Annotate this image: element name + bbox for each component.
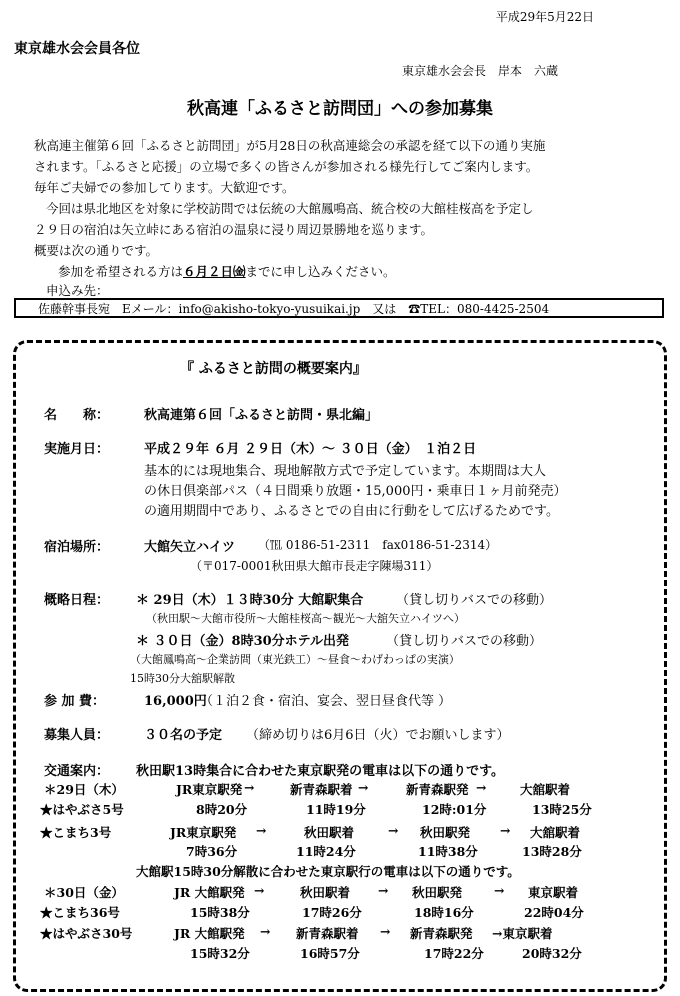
station-cell: 大舘駅着 (530, 825, 581, 840)
recruit-value: ３０名の予定 (144, 728, 223, 743)
lodging-tel: （℡ 0186-51-2311 fax0186-51-2314） (258, 538, 498, 552)
day2-schedule: ＊ ３０日（金）8時30分ホテル出発 (136, 634, 350, 649)
station-cell: 新青森駅着 (296, 926, 359, 941)
day1-route: （秋田駅～大館市役所～大館桂桜高～観光～大舘矢立ハイツへ） (146, 612, 465, 625)
arrow-icon: → (260, 924, 271, 939)
arrow-icon: → (380, 924, 391, 939)
name-value: 秋高連第６回「ふるさと訪問・県北編」 (144, 408, 379, 423)
page-title: 秋高連「ふるさと訪問団」への参加募集 (187, 99, 493, 119)
deadline-suffix: までに申し込みください。 (245, 264, 396, 279)
arrow-icon: → (378, 883, 389, 898)
time-cell: 16時57分 (300, 946, 360, 961)
intro-line: 今回は県北地区を対象に学校訪問では伝統の大館鳳鳴高、統合校の大館桂桜高を予定し (46, 201, 534, 216)
station-cell: 東京駅着 (528, 885, 579, 900)
return-intro: 大館駅15時30分解散に合わせた東京駅行の電車は以下の通りです。 (136, 864, 520, 879)
deadline-date: ６月２日㈮ (183, 264, 246, 279)
station-cell: 秋田駅発 (412, 885, 463, 900)
time-cell: 8時20分 (196, 802, 248, 817)
time-cell: 11時38分 (418, 844, 478, 859)
deadline-line (58, 262, 396, 280)
arrow-icon: → (500, 823, 511, 838)
intro-line: ２９日の宿泊は矢立峠にある宿泊の温泉に浸り周辺景勝地を巡ります。 (34, 222, 434, 237)
recipient: 東京雄水会会員各位 (14, 41, 140, 57)
train-name: ★はやぶさ30号 (40, 926, 133, 941)
deadline-prefix: 参加を希望される方は (58, 264, 184, 279)
station-cell: 秋田駅発 (420, 825, 471, 840)
train-name: ★こまち3号 (40, 825, 112, 840)
station-cell: JR 大館駅発 (174, 885, 245, 900)
station-cell: 新青森駅着 (290, 782, 353, 797)
arrow-icon: → (254, 883, 265, 898)
time-cell: 22時04分 (524, 905, 584, 920)
time-cell: 13時25分 (532, 802, 592, 817)
intro-line: 概要は次の通りです。 (34, 243, 159, 258)
station-cell: 秋田駅着 (300, 885, 351, 900)
day1-note: （貸し切りバスでの移動） (396, 593, 553, 608)
station-cell: 秋田駅着 (304, 825, 355, 840)
time-cell: 15時32分 (190, 946, 250, 961)
time-cell: 12時:01分 (422, 802, 487, 817)
date-note: の休日倶楽部パス（４日間乗り放題・15,000円・乗車日１ヶ月前発売） (144, 484, 567, 499)
station-cell: 新青森駅発 (410, 926, 473, 941)
time-cell: 17時22分 (424, 946, 484, 961)
time-cell: 11時19分 (306, 802, 366, 817)
time-cell: 13時28分 (522, 844, 582, 859)
transport-label: 交通案内： (44, 764, 110, 779)
train-name: ★こまち36号 (40, 905, 120, 920)
arrow-icon: → (388, 823, 399, 838)
arrow-icon: → (256, 823, 267, 838)
name-label: 名 称： (44, 408, 110, 423)
station-cell: JR東京駅発 (176, 782, 243, 797)
date-label: 実施月日： (44, 442, 110, 457)
intro-line: されます。「ふるさと応援」の立場で多くの皆さんが参加される様先行してご案内します。 (34, 159, 539, 174)
date-value: 平成２９年 ６月 ２９日（木）～ ３０日（金） １泊２日 (144, 442, 477, 457)
day30-label: ＊30日（金） (44, 885, 124, 900)
sender: 東京雄水会会長 岸本 六蔵 (402, 64, 559, 78)
arrow-icon: → (494, 883, 505, 898)
intro-line: 秋高連主催第６回「ふるさと訪問団」が5月28日の秋高連総会の承認を経て以下の通り実施 (34, 138, 546, 153)
contact-info: 佐藤幹事長宛 Eメール：info@akisho-tokyo-yusuikai.jp 又は ☎TEL：080-4425-2504 (38, 302, 550, 316)
lodging-name: 大館矢立ハイツ (144, 540, 236, 555)
arrow-icon: → (358, 780, 369, 795)
day29-label: ＊29日（木） (44, 782, 124, 797)
arrow-icon: → (476, 780, 487, 795)
station-cell: 大舘駅着 (520, 782, 571, 797)
time-cell: 15時38分 (190, 905, 250, 920)
station-cell: JR 大館駅発 (174, 926, 245, 941)
day2-route: （大館鳳鳴高～企業訪問（東光鉄工）～昼食～わげわっぱの実演） (130, 653, 460, 666)
time-cell: 11時24分 (296, 844, 356, 859)
arrow-icon: → (244, 780, 255, 795)
overview-title: 『 ふるさと訪問の概要案内』 (180, 361, 367, 377)
station-cell: →東京駅着 (492, 926, 553, 941)
fee-value: 16,000円 (144, 694, 207, 709)
lodging-address: （〒017-0001秋田県大館市長走字陳場311） (190, 559, 439, 573)
time-cell: 18時16分 (414, 905, 474, 920)
day1-schedule: ＊ 29日（木）１３時30分 大館駅集合 (136, 593, 364, 608)
station-cell: JR東京駅発 (170, 825, 237, 840)
recruit-label: 募集人員： (44, 728, 110, 743)
date-note: 基本的には現地集合、現地解散方式で予定しています。本期間は大人 (144, 464, 546, 479)
schedule-label: 概略日程： (44, 593, 110, 608)
recruit-note: （締め切りは6月6日（火）でお願いします） (246, 728, 510, 743)
fee-note: （１泊２食・宿泊、宴会、翌日昼食代等 ） (200, 694, 452, 709)
transport-intro: 秋田駅13時集合に合わせた東京駅発の電車は以下の通りです。 (136, 764, 505, 779)
time-cell: 7時36分 (186, 844, 238, 859)
time-cell: 20時32分 (522, 946, 582, 961)
intro-line: 毎年ご夫婦での参加してります。大歓迎です。 (34, 180, 295, 195)
day2-note: （貸し切りバスでの移動） (386, 634, 543, 649)
document-date: 平成29年5月22日 (495, 10, 594, 24)
day2-end: 15時30分大舘駅解散 (130, 672, 235, 685)
time-cell: 17時26分 (302, 905, 362, 920)
lodging-label: 宿泊場所： (44, 540, 110, 555)
date-note: の適用期間中であり、ふるさとでの自由に行動をして広げるためです。 (144, 504, 559, 519)
station-cell: 新青森駅発 (406, 782, 469, 797)
train-name: ★はやぶさ5号 (40, 802, 124, 817)
apply-label: 申込み先： (46, 283, 109, 298)
fee-label: 参 加 費： (44, 694, 106, 709)
